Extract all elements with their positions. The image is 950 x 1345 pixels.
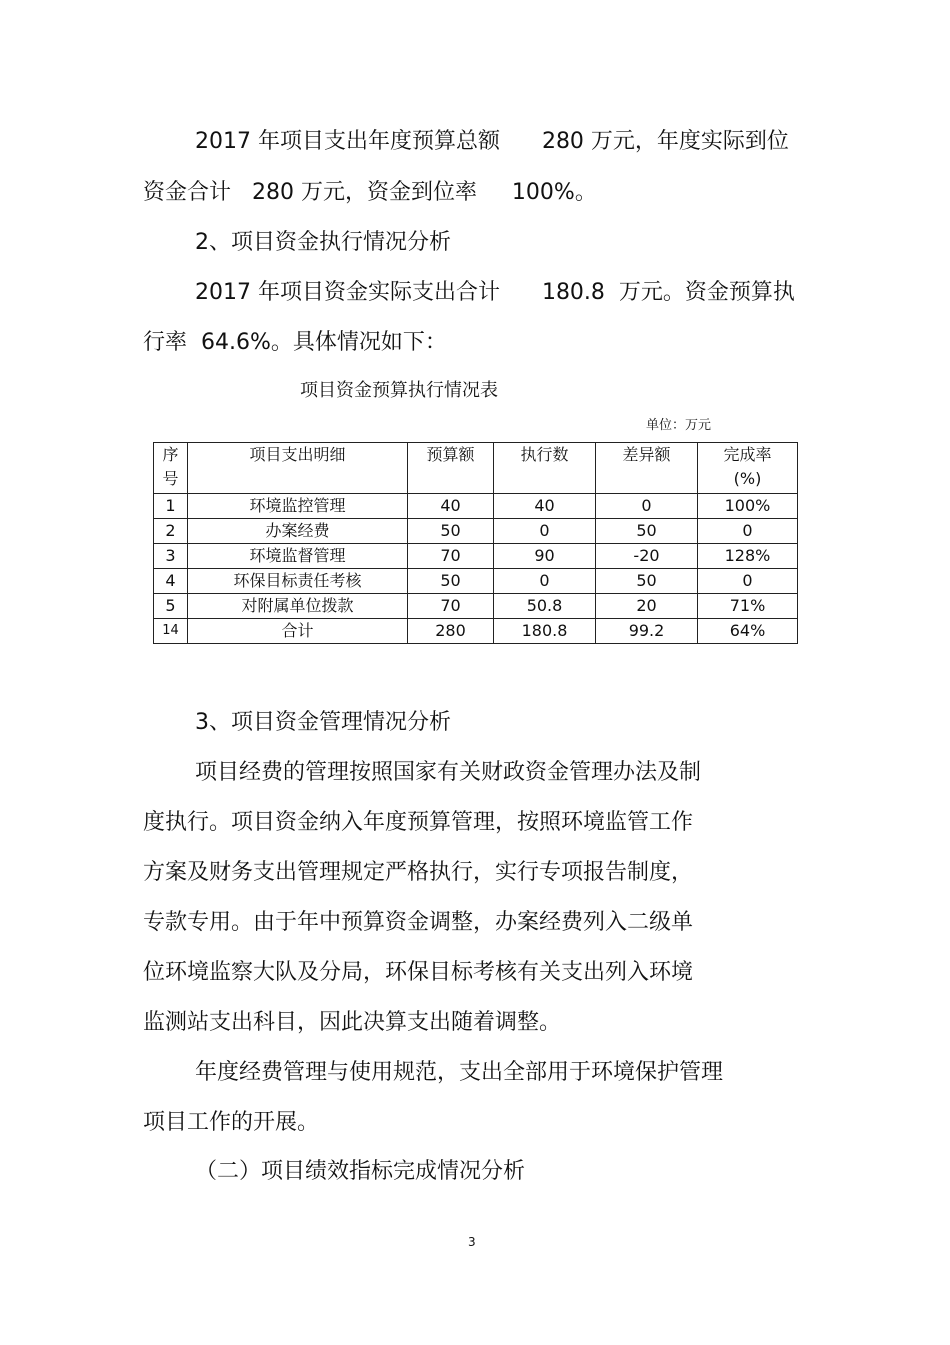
- page-number: 3: [468, 1235, 476, 1249]
- cell-seq: 4: [154, 569, 188, 594]
- cell-budget: 50: [408, 519, 494, 544]
- paragraph-line: 年度经费管理与使用规范，支出全部用于环境保护管理: [195, 1060, 724, 1085]
- paragraph-line: 位环境监察大队及分局，环保目标考核有关支出列入环境: [143, 960, 694, 985]
- cell-diff: 50: [596, 519, 698, 544]
- cell-diff: 20: [596, 594, 698, 619]
- cell-item: 环保目标责任考核: [188, 569, 408, 594]
- cell-rate: 64%: [698, 619, 798, 644]
- cell-executed: 40: [494, 494, 596, 519]
- paragraph-line: 专款专用。由于年中预算资金调整，办案经费列入二级单: [143, 910, 694, 935]
- table-header-row: [154, 443, 798, 494]
- cell-diff: -20: [596, 544, 698, 569]
- cell-seq: 1: [154, 494, 188, 519]
- table-title: 项目资金预算执行情况表: [300, 380, 498, 401]
- cell-rate: 128%: [698, 544, 798, 569]
- cell-rate: 71%: [698, 594, 798, 619]
- section-heading: 3、项目资金管理情况分析: [195, 710, 451, 735]
- paragraph-line: 方案及财务支出管理规定严格执行，实行专项报告制度，: [143, 860, 694, 885]
- cell-item: 环境监督管理: [188, 544, 408, 569]
- paragraph-line: 资金合计 280 万元，资金到位率 100%。: [143, 180, 597, 205]
- cell-executed: 0: [494, 569, 596, 594]
- cell-diff: 50: [596, 569, 698, 594]
- header-diff: 差异额: [596, 443, 698, 494]
- cell-rate: 0: [698, 519, 798, 544]
- paragraph-line: 度执行。项目资金纳入年度预算管理，按照环境监管工作: [143, 810, 694, 835]
- table-row: [154, 519, 798, 544]
- budget-execution-table: [153, 442, 798, 644]
- cell-seq: 14: [154, 619, 188, 644]
- cell-diff: 0: [596, 494, 698, 519]
- cell-executed: 0: [494, 519, 596, 544]
- cell-budget: 70: [408, 544, 494, 569]
- paragraph-line: 2017 年项目资金实际支出合计 180.8 万元。资金预算执: [195, 280, 795, 305]
- cell-executed: 50.8: [494, 594, 596, 619]
- section-heading: （二）项目绩效指标完成情况分析: [195, 1159, 526, 1184]
- cell-budget: 280: [408, 619, 494, 644]
- cell-rate: 100%: [698, 494, 798, 519]
- header-budget: 预算额: [408, 443, 494, 494]
- table-row: [154, 569, 798, 594]
- header-seq: 序号: [154, 443, 188, 494]
- cell-seq: 5: [154, 594, 188, 619]
- cell-seq: 3: [154, 544, 188, 569]
- cell-rate: 0: [698, 569, 798, 594]
- cell-executed: 90: [494, 544, 596, 569]
- header-executed: 执行数: [494, 443, 596, 494]
- paragraph-line: 项目经费的管理按照国家有关财政资金管理办法及制: [195, 760, 702, 785]
- section-heading: 2、项目资金执行情况分析: [195, 230, 451, 255]
- paragraph-line: 项目工作的开展。: [143, 1110, 320, 1135]
- table-row: [154, 494, 798, 519]
- cell-budget: 50: [408, 569, 494, 594]
- paragraph-line: 行率 64.6%。具体情况如下：: [143, 330, 447, 355]
- header-rate: 完成率 (%): [698, 443, 798, 494]
- cell-executed: 180.8: [494, 619, 596, 644]
- cell-item: 合计: [188, 619, 408, 644]
- table-total-row: [154, 619, 798, 644]
- cell-diff: 99.2: [596, 619, 698, 644]
- table-row: [154, 594, 798, 619]
- paragraph-line: 2017 年项目支出年度预算总额 280 万元，年度实际到位: [195, 129, 789, 154]
- cell-budget: 40: [408, 494, 494, 519]
- cell-item: 对附属单位拨款: [188, 594, 408, 619]
- cell-item: 环境监控管理: [188, 494, 408, 519]
- table-row: [154, 544, 798, 569]
- table-unit: 单位：万元: [646, 418, 712, 433]
- header-item: 项目支出明细: [188, 443, 408, 494]
- cell-budget: 70: [408, 594, 494, 619]
- cell-item: 办案经费: [188, 519, 408, 544]
- cell-seq: 2: [154, 519, 188, 544]
- paragraph-line: 监测站支出科目，因此决算支出随着调整。: [143, 1010, 562, 1035]
